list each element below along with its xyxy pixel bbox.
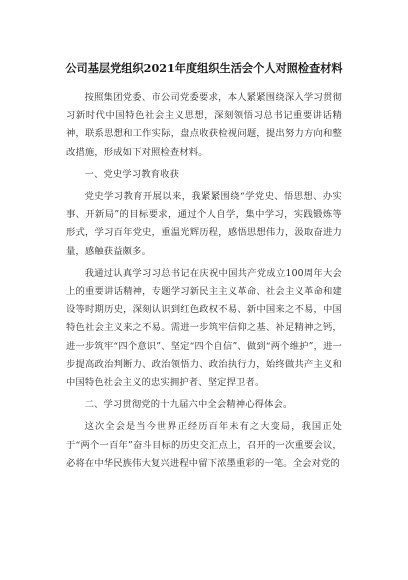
section-1-paragraph-1: 党史学习教育开展以来，我紧紧围绕“学党史、悟思想、办实事、开新局”的目标要求，通过个人自学，集中学习，实践锻炼等形式，学习百年党史，重温光辉历程，感悟思想伟力，汲取奋进力量，感触获益颇多。 xyxy=(66,191,342,257)
section-1-heading: 一、党史学习教育收获 xyxy=(84,168,180,180)
intro-paragraph: 按照集团党委、市公司党委要求，本人紧紧围绕深入学习贯彻习新时代中国特色社会主义思想，深刻领悟习总书记重要讲话精神，联系思想和工作实际，盘点收获检视问题，提出努力方向和整改措施，形成如下对照检查材料。 xyxy=(66,92,342,158)
section-1-paragraph-2: 我通过认真学习习总书记在庆祝中国共产党成立100周年大会上的重要讲话精神，专题学习新民主主义革命、社会主义革命和建设等时期历史，深刻认识到红色政权不易、新中国来之不易，中国特色社会主义来之不易。需进一步筑牢信仰之基、补足精神之钙，进一步筑牢“四个意识”、坚定“四个自信”、做到“两个维护”，进一步提高政治判断力、政治领悟力、政治执行力，始终做共产主义和中国特色社会主义的忠实拥护者、坚定捍卫者。 xyxy=(66,267,342,389)
section-2-heading: 二、学习贯彻党的十九届六中全会精神心得体会。 xyxy=(84,399,293,411)
document-body xyxy=(66,60,342,473)
section-2-paragraph-1: 这次全会是当今世界正经历百年未有之大变局，我国正处于“两个一百年”奋斗目标的历史交汇点上，召开的一次重要会议，必将在中华民族伟大复兴进程中留下浓墨重彩的一笔。全会对党的 xyxy=(66,421,342,469)
document-title: 公司基层党组织2021年度组织生活会个人对照检查材料 xyxy=(65,61,343,75)
